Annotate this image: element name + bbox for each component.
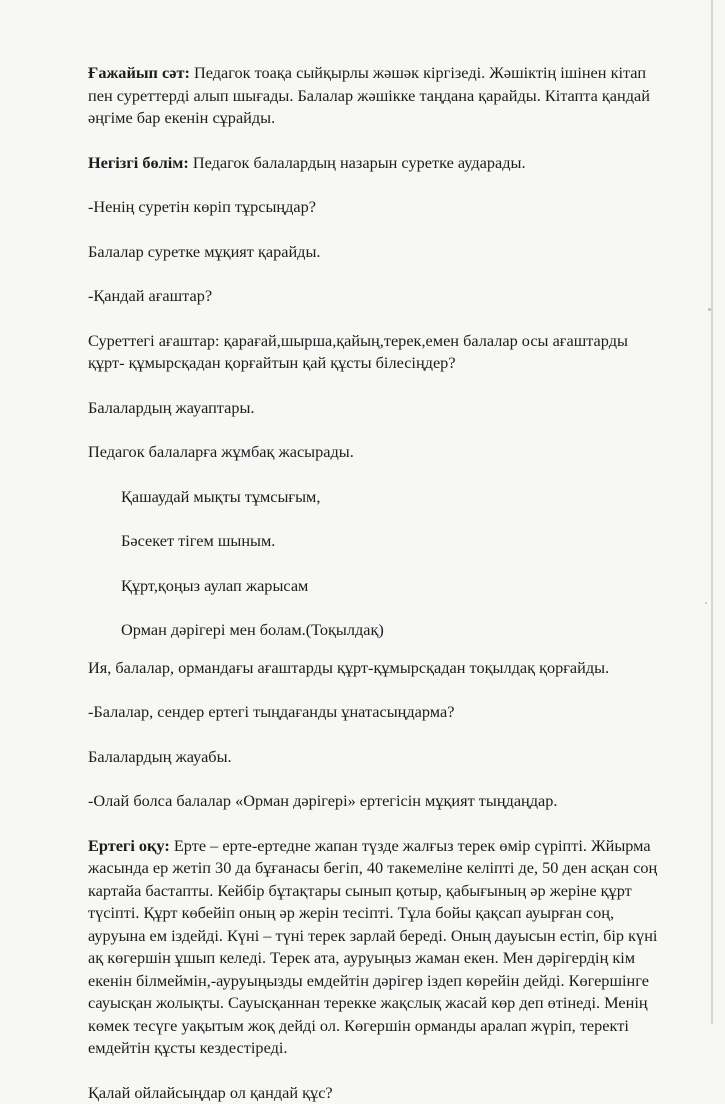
main-part-label: Негізгі бөлім: <box>88 153 189 172</box>
scan-speck <box>705 602 707 604</box>
closing-question: Қалай ойлайсыңдар ол қандай құс? <box>88 1082 668 1104</box>
scan-edge-right <box>711 0 713 1024</box>
trees-paragraph: Суреттегі ағаштар: қарағай,шырша,қайың,терек,емен балалар осы ағаштарды құрт- құмырсқадан қорғайтын қай құсты білесіңдер? <box>88 330 668 375</box>
story-text: Ерте – ерте-ертедне жапан түзде жалғыз терек өмір сүріпті. Жйырма жасында ер жетіп 30 да бұғанасы бегіп, 40 такемеліне келіпті де, 50 ден асқан соң картайа бастапты. Кейбір бұтақтары сынып қотыр, қабығының әр жеріне құрт түсіпті. Құрт көбейіп оның әр жерін тесіпті. Тұла бойы қақсап ауырған соң, ауруына ем іздейді. Күні – түні терек зарлай береді. Оның дауысын естіп, бір күні ақ көгершін ұшып келеді. Терек ата, ауруыңыз жаман екен. Мен дәрігердің кім екенін білмеймін,-ауруыңызды емдейтін дәрігер іздеп көрейін дейді. Көгершінге сауысқан жолықты. Сауысқаннан терекке жақслық жасай көр деп өтінеді. Менің көмек тесүге уақытым жоқ дейді ол. Көгершін орманды аралап жүріп, теректі емдейтін құсты кездестіреді. <box>88 836 657 1058</box>
riddle-line: Қашаудай мықты тұмсығым, <box>88 486 668 509</box>
narration-line: Ия, балалар, ормандағы ағаштарды құрт-құмырсқадан тоқылдақ қорғайды. <box>88 657 668 680</box>
narration-line: Балалар суретке мұқият қарайды. <box>88 241 668 264</box>
question-line: -Қандай ағаштар? <box>88 285 668 308</box>
riddle-line: Бәсекет тігем шыным. <box>88 530 668 553</box>
question-line: -Ненің суретін көріп тұрсыңдар? <box>88 196 668 219</box>
intro-label: Ғажайып сәт: <box>88 63 190 82</box>
story-label: Ертегі оқу: <box>88 836 170 855</box>
intro-text: Педагок тоақа сыйқырлы жәшәк кіргізеді. Жәшіктің ішінен кітап пен суреттерді алып шығады. Балалар жәшікке таңдана қарайды. Кітапта қандай әңгіме бар екенін сұрайды. <box>88 63 650 127</box>
story-paragraph <box>88 835 668 1060</box>
narration-line: Балалардың жауабы. <box>88 746 668 769</box>
question-line: -Балалар, сендер ертегі тыңдағанды ұнатасыңдарма? <box>88 701 668 724</box>
narration-line: -Олай болса балалар «Орман дәрігері» ертегісін мұқият тыңдаңдар. <box>88 790 668 813</box>
narration-line: Педагок балаларға жұмбақ жасырады. <box>88 441 668 464</box>
intro-paragraph <box>88 62 668 130</box>
riddle-line: Құрт,қоңыз аулап жарысам <box>88 575 668 598</box>
narration-line: Балалардың жауаптары. <box>88 397 668 420</box>
main-part-text: Педагок балалардың назарын суретке аударады. <box>189 153 526 172</box>
riddle-line: Орман дәрігері мен болам.(Тоқылдақ) <box>88 619 668 642</box>
main-part-paragraph <box>88 152 668 175</box>
document-body <box>88 62 668 1104</box>
scan-speck <box>708 308 711 311</box>
